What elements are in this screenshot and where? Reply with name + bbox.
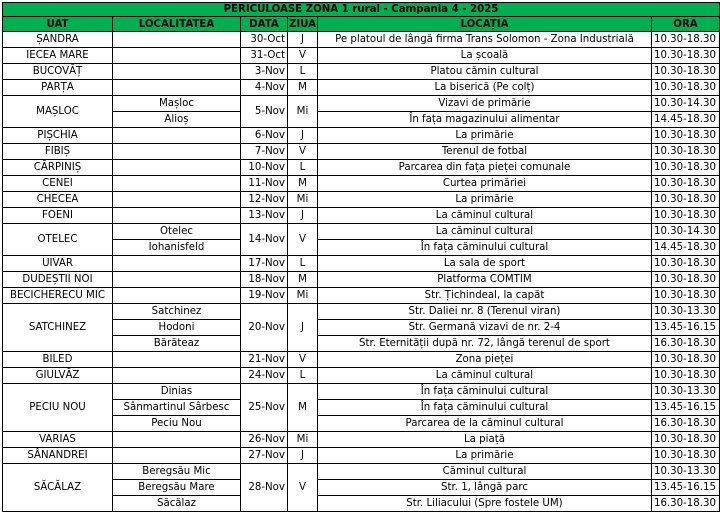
table-row <box>3 176 720 192</box>
day-cell: M <box>287 384 317 432</box>
location-cell: În fața căminului cultural <box>317 384 651 400</box>
table-body <box>3 32 720 512</box>
date-cell: 14-Nov <box>240 224 287 256</box>
time-cell: 10.30-18.30 <box>651 448 719 464</box>
time-cell: 14.45-18.30 <box>651 240 719 256</box>
location-cell: Vizavi de primărie <box>317 96 651 112</box>
time-cell: 10.30-18.30 <box>651 80 719 96</box>
date-cell: 24-Nov <box>240 368 287 384</box>
time-cell: 10.30-18.30 <box>651 64 719 80</box>
time-cell: 10.30-18.30 <box>651 48 719 64</box>
uat-cell: OTELEC <box>3 224 113 256</box>
localitate-cell: Satchinez <box>112 304 240 320</box>
uat-cell: FIBIȘ <box>3 144 113 160</box>
location-cell: La școală <box>317 48 651 64</box>
uat-cell: PECIU NOU <box>3 384 113 432</box>
location-cell: Curtea primăriei <box>317 176 651 192</box>
time-cell: 10.30-13.30 <box>651 464 719 480</box>
date-cell: 20-Nov <box>240 304 287 352</box>
location-cell: Str. Germană vizavi de nr. 2-4 <box>317 320 651 336</box>
location-cell: La căminul cultural <box>317 368 651 384</box>
time-cell: 16.30-18.30 <box>651 336 719 352</box>
time-cell: 10.30-18.30 <box>651 176 719 192</box>
location-cell: Platforma COMTIM <box>317 272 651 288</box>
location-cell: Terenul de fotbal <box>317 144 651 160</box>
table-row <box>3 448 720 464</box>
localitate-cell <box>112 128 240 144</box>
uat-cell: VARIAS <box>3 432 113 448</box>
day-cell: V <box>287 464 317 512</box>
table-row <box>3 32 720 48</box>
table-title: PERICULOASE ZONA 1 rural - Campania 4 - 2025 <box>3 3 720 17</box>
day-cell: J <box>287 448 317 464</box>
location-cell: În fața magazinului alimentar <box>317 112 651 128</box>
location-cell: Căminul cultural <box>317 464 651 480</box>
time-cell: 10.30-18.30 <box>651 288 719 304</box>
location-cell: Pe platoul de lângă firma Trans Solomon - Zona Industrială <box>317 32 651 48</box>
table-row <box>3 272 720 288</box>
day-cell: M <box>287 80 317 96</box>
table-row <box>3 208 720 224</box>
uat-cell: MAȘLOC <box>3 96 113 128</box>
time-cell: 13.45-16.15 <box>651 480 719 496</box>
day-cell: V <box>287 224 317 256</box>
location-cell: Str. Eternității după nr. 72, lângă terenul de sport <box>317 336 651 352</box>
day-cell: M <box>287 176 317 192</box>
localitate-cell: Otelec <box>112 224 240 240</box>
date-cell: 19-Nov <box>240 288 287 304</box>
location-cell: Parcarea din fața pieței comunale <box>317 160 651 176</box>
localitate-cell: Peciu Nou <box>112 416 240 432</box>
uat-cell: CHECEA <box>3 192 113 208</box>
uat-cell: CĂRPINIȘ <box>3 160 113 176</box>
uat-cell: BILED <box>3 352 113 368</box>
table-row <box>3 160 720 176</box>
uat-cell: GIULVĂZ <box>3 368 113 384</box>
location-cell: Zona pieței <box>317 352 651 368</box>
localitate-cell: Hodoni <box>112 320 240 336</box>
localitate-cell <box>112 448 240 464</box>
uat-cell: BECICHERECU MIC <box>3 288 113 304</box>
date-cell: 26-Nov <box>240 432 287 448</box>
day-cell: M <box>287 272 317 288</box>
time-cell: 14.45-18.30 <box>651 112 719 128</box>
day-cell: L <box>287 368 317 384</box>
localitate-cell <box>112 272 240 288</box>
table-row <box>3 304 720 320</box>
localitate-cell <box>112 48 240 64</box>
localitate-cell <box>112 160 240 176</box>
time-cell: 16.30-18.30 <box>651 416 719 432</box>
date-cell: 30-Oct <box>240 32 287 48</box>
table-row <box>3 384 720 400</box>
location-cell: La piață <box>317 432 651 448</box>
location-cell: La primărie <box>317 448 651 464</box>
table-row <box>3 368 720 384</box>
day-cell: J <box>287 208 317 224</box>
date-cell: 4-Nov <box>240 80 287 96</box>
uat-cell: IECEA MARE <box>3 48 113 64</box>
date-cell: 28-Nov <box>240 464 287 512</box>
time-cell: 13.45-16.15 <box>651 400 719 416</box>
localitate-cell <box>112 32 240 48</box>
header-locatia: LOCAȚIA <box>317 17 651 32</box>
location-cell: La biserică (Pe colț) <box>317 80 651 96</box>
day-cell: J <box>287 128 317 144</box>
time-cell: 10.30-18.30 <box>651 368 719 384</box>
time-cell: 13.45-16.15 <box>651 320 719 336</box>
table-row <box>3 256 720 272</box>
time-cell: 10.30-18.30 <box>651 256 719 272</box>
time-cell: 10.30-18.30 <box>651 128 719 144</box>
location-cell: În fața căminului cultural <box>317 240 651 256</box>
table-row <box>3 48 720 64</box>
localitate-cell <box>112 144 240 160</box>
location-cell: La sala de sport <box>317 256 651 272</box>
table-row <box>3 432 720 448</box>
location-cell: Str. 1, lângă parc <box>317 480 651 496</box>
time-cell: 10.30-13.30 <box>651 384 719 400</box>
table-row <box>3 80 720 96</box>
day-cell: J <box>287 304 317 352</box>
localitate-cell: Dinias <box>112 384 240 400</box>
localitate-cell: Beregsău Mic <box>112 464 240 480</box>
location-cell: La căminul cultural <box>317 224 651 240</box>
date-cell: 17-Nov <box>240 256 287 272</box>
day-cell: V <box>287 352 317 368</box>
table-row <box>3 352 720 368</box>
date-cell: 31-Oct <box>240 48 287 64</box>
localitate-cell <box>112 288 240 304</box>
header-ora: ORA <box>651 17 719 32</box>
uat-cell: DUDEȘTII NOI <box>3 272 113 288</box>
table-row <box>3 464 720 480</box>
uat-cell: PARȚA <box>3 80 113 96</box>
location-cell: La primărie <box>317 128 651 144</box>
day-cell: L <box>287 160 317 176</box>
day-cell: Mi <box>287 432 317 448</box>
location-cell: Platou cămin cultural <box>317 64 651 80</box>
time-cell: 10.30-18.30 <box>651 144 719 160</box>
header-uat: UAT <box>3 17 113 32</box>
localitate-cell <box>112 256 240 272</box>
time-cell: 10.30-18.30 <box>651 192 719 208</box>
time-cell: 10.30-18.30 <box>651 160 719 176</box>
time-cell: 10.30-14.30 <box>651 224 719 240</box>
uat-cell: UIVAR <box>3 256 113 272</box>
day-cell: Mi <box>287 288 317 304</box>
header-ziua: ZIUA <box>288 18 316 30</box>
date-cell: 5-Nov <box>240 96 287 128</box>
date-cell: 10-Nov <box>240 160 287 176</box>
day-cell: V <box>287 144 317 160</box>
time-cell: 10.30-13.30 <box>651 304 719 320</box>
localitate-cell: Bărăteaz <box>112 336 240 352</box>
day-cell: J <box>287 32 317 48</box>
date-cell: 18-Nov <box>240 272 287 288</box>
table-row <box>3 64 720 80</box>
date-cell: 25-Nov <box>240 384 287 432</box>
uat-cell: FOENI <box>3 208 113 224</box>
uat-cell: BUCOVĂȚ <box>3 64 113 80</box>
day-cell: L <box>287 256 317 272</box>
date-cell: 13-Nov <box>240 208 287 224</box>
table-row <box>3 224 720 240</box>
localitate-cell: Mașloc <box>112 96 240 112</box>
localitate-cell: Iohanisfeld <box>112 240 240 256</box>
table-row <box>3 128 720 144</box>
localitate-cell <box>112 432 240 448</box>
localitate-cell <box>112 192 240 208</box>
localitate-cell <box>112 352 240 368</box>
time-cell: 10.30-18.30 <box>651 272 719 288</box>
location-cell: Str. Liliacului (Spre fostele UM) <box>317 496 651 512</box>
date-cell: 11-Nov <box>240 176 287 192</box>
uat-cell: SÂNANDREI <box>3 448 113 464</box>
header-localitatea: LOCALITATEA <box>112 17 240 32</box>
uat-cell: PIȘCHIA <box>3 128 113 144</box>
localitate-cell <box>112 80 240 96</box>
time-cell: 10.30-18.30 <box>651 352 719 368</box>
location-cell: Str. Daliei nr. 8 (Terenul viran) <box>317 304 651 320</box>
time-cell: 16.30-18.30 <box>651 496 719 512</box>
schedule-sheet <box>2 2 720 512</box>
time-cell: 10.30-18.30 <box>651 208 719 224</box>
uat-cell: SĂCĂLAZ <box>3 464 113 512</box>
uat-cell: CENEI <box>3 176 113 192</box>
header-data: DATA <box>240 17 287 32</box>
day-cell: Mi <box>287 96 317 128</box>
date-cell: 27-Nov <box>240 448 287 464</box>
table-row <box>3 96 720 112</box>
date-cell: 12-Nov <box>240 192 287 208</box>
date-cell: 21-Nov <box>240 352 287 368</box>
time-cell: 10.30-14.30 <box>651 96 719 112</box>
table-row <box>3 288 720 304</box>
localitate-cell: Beregsău Mare <box>112 480 240 496</box>
uat-cell: ȘANDRA <box>3 32 113 48</box>
localitate-cell <box>112 176 240 192</box>
time-cell: 10.30-18.30 <box>651 32 719 48</box>
localitate-cell <box>112 64 240 80</box>
date-cell: 7-Nov <box>240 144 287 160</box>
localitate-cell: Săcălaz <box>112 496 240 512</box>
day-cell: Mi <box>287 192 317 208</box>
localitate-cell: Sânmartinul Sârbesc <box>112 400 240 416</box>
location-cell: În fața căminului cultural <box>317 400 651 416</box>
date-cell: 3-Nov <box>240 64 287 80</box>
day-cell: L <box>287 64 317 80</box>
localitate-cell <box>112 368 240 384</box>
location-cell: La căminul cultural <box>317 208 651 224</box>
day-cell: V <box>287 48 317 64</box>
localitate-cell: Alioș <box>112 112 240 128</box>
time-cell: 10.30-18.30 <box>651 432 719 448</box>
table-row <box>3 192 720 208</box>
schedule-table <box>2 2 720 512</box>
uat-cell: SATCHINEZ <box>3 304 113 352</box>
location-cell: Str. Țichindeal, la capăt <box>317 288 651 304</box>
localitate-cell <box>112 208 240 224</box>
location-cell: Parcarea de la căminul cultural <box>317 416 651 432</box>
table-row <box>3 144 720 160</box>
location-cell: La primărie <box>317 192 651 208</box>
date-cell: 6-Nov <box>240 128 287 144</box>
